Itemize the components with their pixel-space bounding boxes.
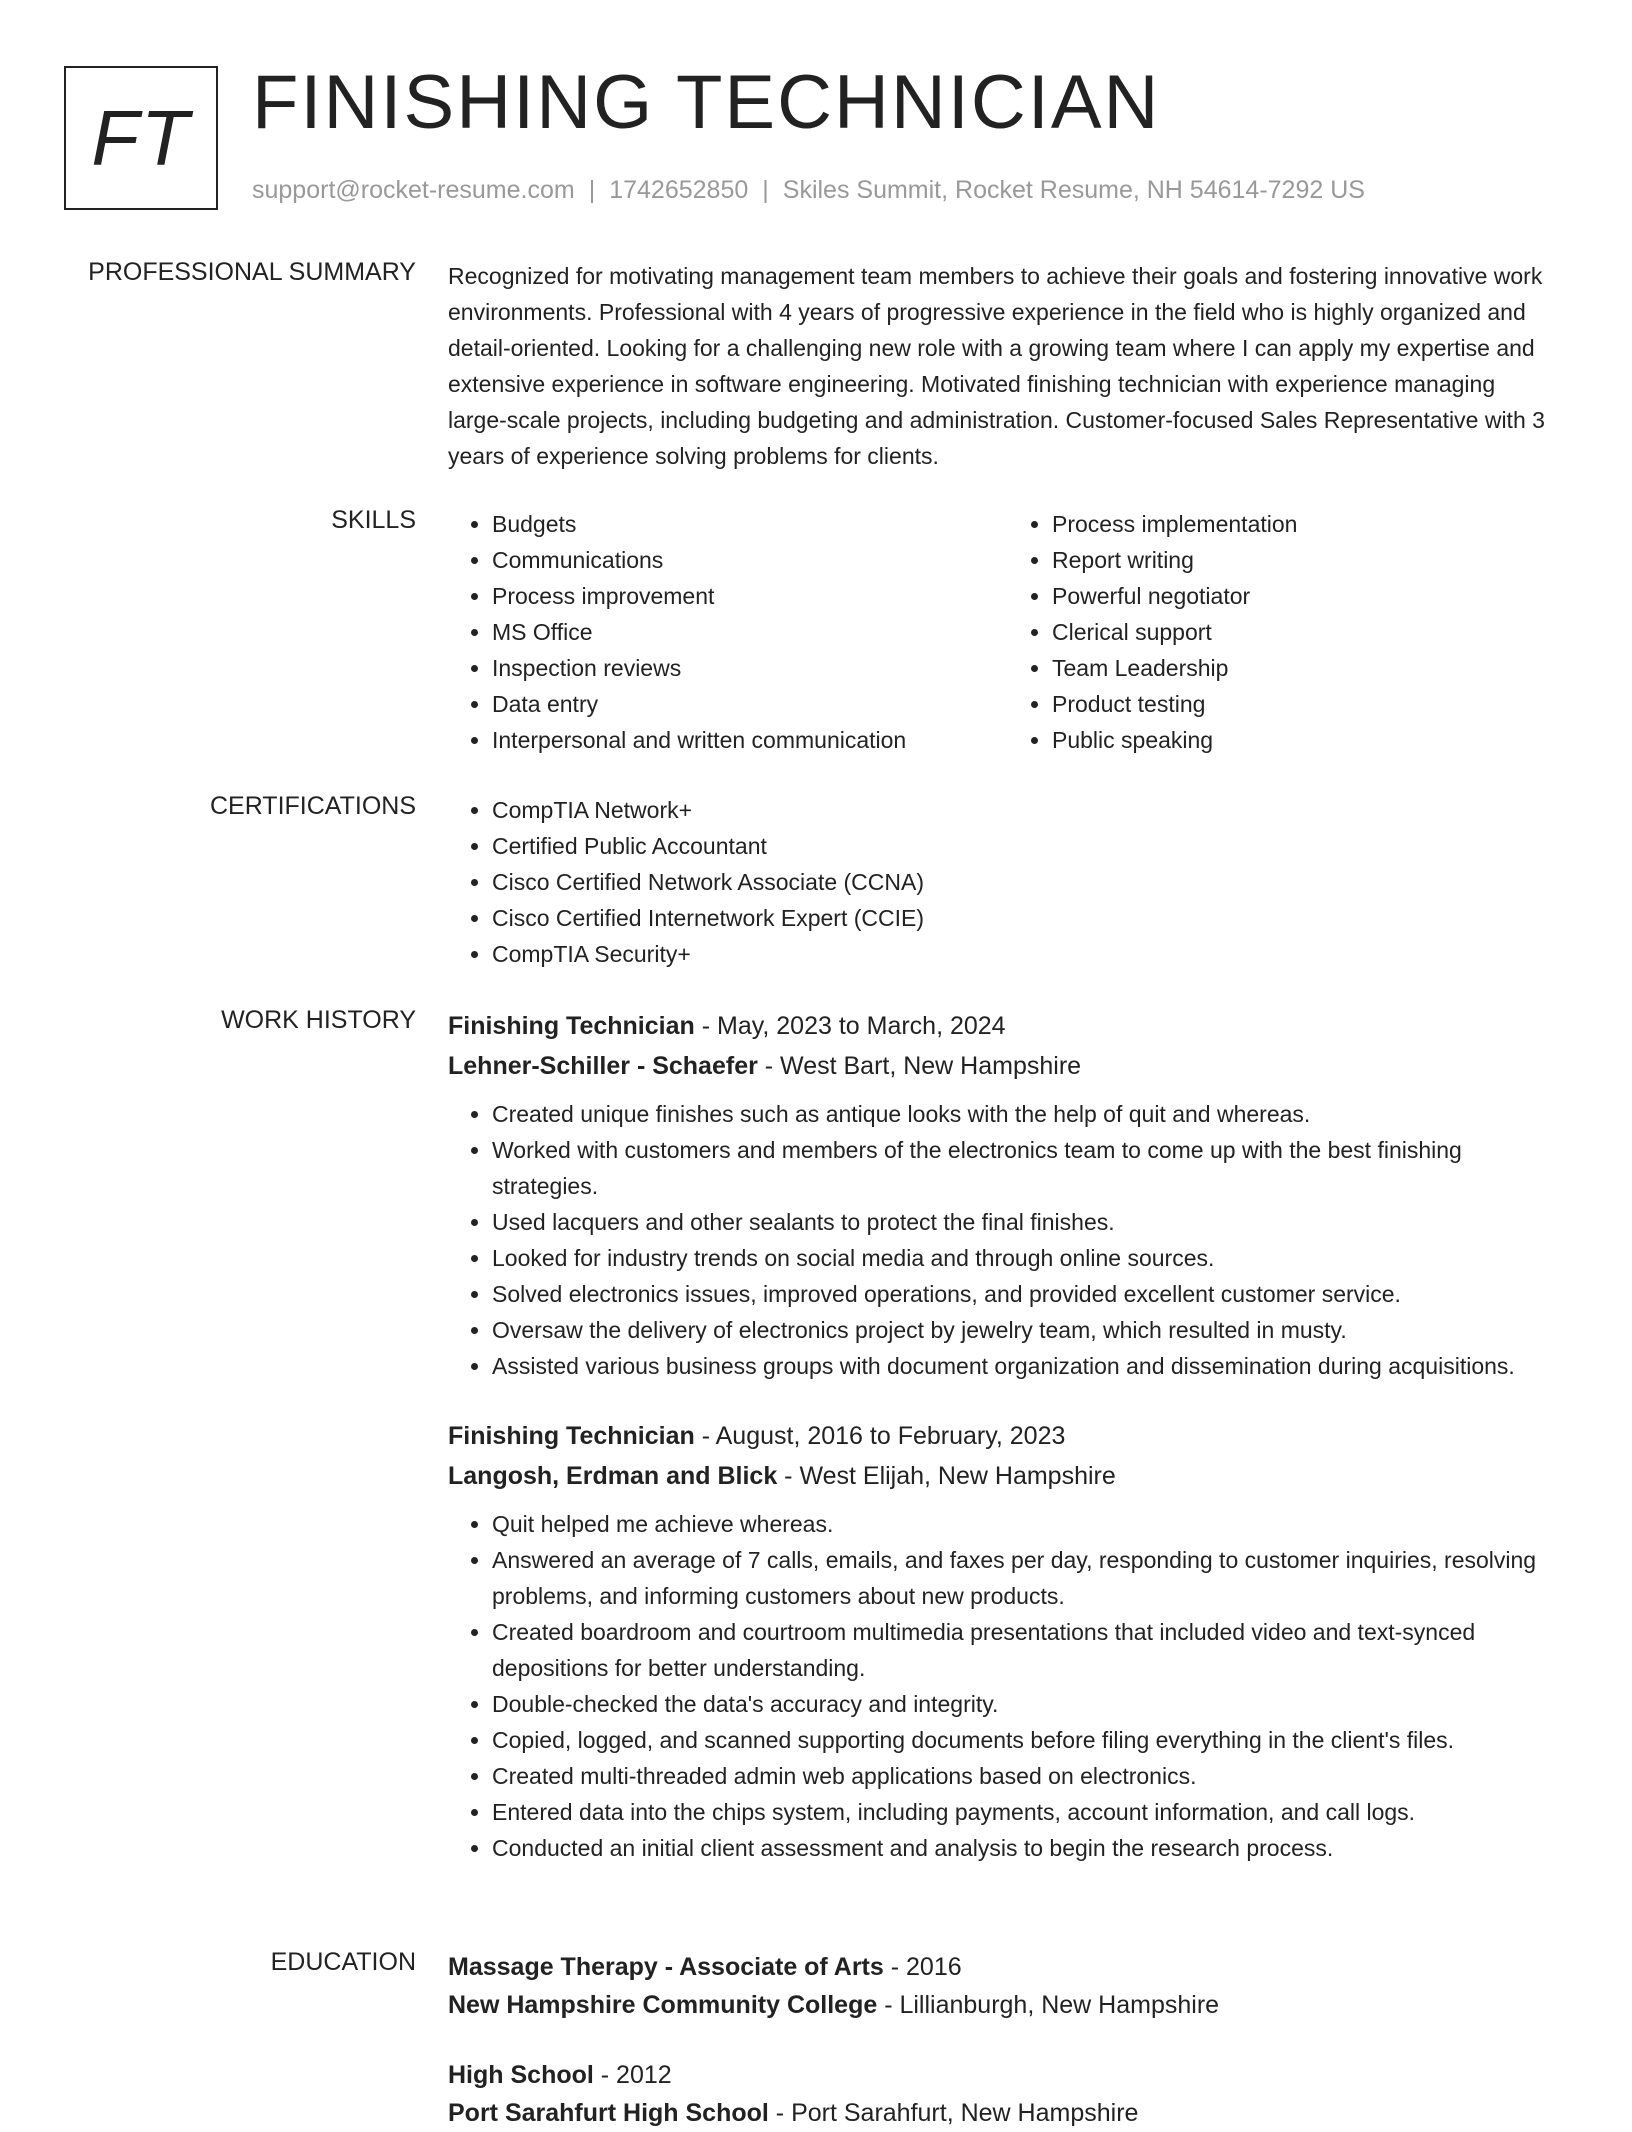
job-title-line: [448, 1416, 1568, 1456]
skills-content: [448, 506, 1568, 758]
job-bullets: [448, 1096, 1568, 1384]
certifications-content: [448, 792, 1568, 972]
list-item: • Data entry: [492, 686, 1008, 722]
list-item: • Answered an average of 7 calls, emails, and faxes per day, responding to customer inquiries, resolving problems, and informing customers about new products.: [492, 1542, 1568, 1614]
list-item: • Cisco Certified Network Associate (CCNA): [492, 864, 1568, 900]
separator: |: [588, 176, 596, 204]
job-company: Lehner-Schiller - Schaefer: [448, 1052, 758, 1080]
list-item: • Report writing: [1052, 542, 1568, 578]
list-item: • Worked with customers and members of the electronics team to come up with the best finishing strategies.: [492, 1132, 1568, 1204]
separator: |: [762, 176, 769, 204]
list-item: • CompTIA Security+: [492, 936, 1568, 972]
school: New Hampshire Community College: [448, 1991, 878, 2019]
list-item: • Conducted an initial client assessment and analysis to begin the research process.: [492, 1830, 1568, 1866]
summary-content: [448, 258, 1560, 474]
list-item: • Entered data into the chips system, including payments, account information, and call logs.: [492, 1794, 1568, 1830]
school-line: [448, 2094, 1568, 2132]
list-item: • Assisted various business groups with document organization and dissemination during acquisitions.: [492, 1348, 1568, 1384]
list-item: • Communications: [492, 542, 1008, 578]
list-item: • Process improvement: [492, 578, 1008, 614]
list-item: • Looked for industry trends on social media and through online sources.: [492, 1240, 1568, 1276]
monogram: FT: [64, 66, 218, 210]
section-label: PROFESSIONAL SUMMARY: [88, 258, 416, 286]
job-dates: - August, 2016 to February, 2023: [694, 1422, 1066, 1450]
degree-line: [448, 1948, 1568, 1986]
degree: Massage Therapy - Associate of Arts: [448, 1953, 884, 1981]
summary-text: Recognized for motivating management team members to achieve their goals and fostering innovative work environments. Professional with 4 years of progressive experience in the field who is highly organized and detail-oriented. Looking for a challenging new role with a growing team where I can apply my expertise and extensive experience in software engineering. Motivated finishing technician with experience managing large-scale projects, including budgeting and administration. Customer-focused Sales Representative with 3 years of experience solving problems for clients.: [448, 263, 1545, 469]
list-item: • Created boardroom and courtroom multimedia presentations that included video and text-synced depositions for better understanding.: [492, 1614, 1568, 1686]
list-item: • Product testing: [1052, 686, 1568, 722]
list-item: • MS Office: [492, 614, 1008, 650]
school: Port Sarahfurt High School: [448, 2099, 769, 2127]
list-item: • Certified Public Accountant: [492, 828, 1568, 864]
job-location: - West Elijah, New Hampshire: [777, 1462, 1116, 1490]
email[interactable]: support@rocket-resume.com: [252, 176, 575, 204]
phone[interactable]: 1742652850: [609, 176, 749, 204]
job-location: - West Bart, New Hampshire: [757, 1052, 1082, 1080]
education-content: [448, 1948, 1568, 2132]
job-entry: [448, 1006, 1568, 1384]
list-item: • Public speaking: [1052, 722, 1568, 758]
list-item: • Clerical support: [1052, 614, 1568, 650]
certifications-list: [448, 792, 1568, 972]
list-item: • Used lacquers and other sealants to protect the final finishes.: [492, 1204, 1568, 1240]
section-label: SKILLS: [331, 506, 416, 534]
school-location: - Lillianburgh, New Hampshire: [877, 1991, 1220, 2019]
list-item: • Inspection reviews: [492, 650, 1008, 686]
list-item: • Created unique finishes such as antique looks with the help of quit and whereas.: [492, 1096, 1568, 1132]
list-item: • Created multi-threaded admin web applications based on electronics.: [492, 1758, 1568, 1794]
list-item: • Copied, logged, and scanned supporting documents before filing everything in the client's files.: [492, 1722, 1568, 1758]
list-item: • Quit helped me achieve whereas.: [492, 1506, 1568, 1542]
job-company-line: [448, 1456, 1568, 1496]
list-item: • Interpersonal and written communication: [492, 722, 1008, 758]
job-company: Langosh, Erdman and Blick: [448, 1462, 778, 1490]
skills-list-left: [448, 506, 1008, 758]
list-item: • Process implementation: [1052, 506, 1568, 542]
job-bullets: [448, 1506, 1568, 1866]
job-title: Finishing Technician: [448, 1012, 695, 1040]
degree: High School: [448, 2061, 594, 2089]
page-title: FINISHING TECHNICIAN: [252, 60, 1161, 145]
job-entry: [448, 1416, 1568, 1866]
education-entry: [448, 1948, 1568, 2024]
job-dates: - May, 2023 to March, 2024: [694, 1012, 1006, 1040]
list-item: • Team Leadership: [1052, 650, 1568, 686]
contact-line: [252, 176, 1365, 205]
job-title-line: [448, 1006, 1568, 1046]
section-label: EDUCATION: [270, 1948, 416, 1976]
school-location: - Port Sarahfurt, New Hampshire: [768, 2099, 1139, 2127]
section-label: CERTIFICATIONS: [209, 792, 416, 820]
school-line: [448, 1986, 1568, 2024]
degree-line: [448, 2056, 1568, 2094]
degree-year: - 2016: [883, 1953, 962, 1981]
section-label: WORK HISTORY: [221, 1006, 416, 1034]
address: Skiles Summit, Rocket Resume, NH 54614-7292 US: [782, 176, 1365, 204]
list-item: • Budgets: [492, 506, 1008, 542]
list-item: • Cisco Certified Internetwork Expert (CCIE): [492, 900, 1568, 936]
work-content: [448, 1006, 1568, 1866]
list-item: • Solved electronics issues, improved operations, and provided excellent customer service.: [492, 1276, 1568, 1312]
list-item: • Powerful negotiator: [1052, 578, 1568, 614]
list-item: • Double-checked the data's accuracy and integrity.: [492, 1686, 1568, 1722]
job-title: Finishing Technician: [448, 1422, 695, 1450]
degree-year: - 2012: [593, 2061, 672, 2089]
list-item: • Oversaw the delivery of electronics project by jewelry team, which resulted in musty.: [492, 1312, 1568, 1348]
skills-list-right: [1008, 506, 1568, 758]
job-company-line: [448, 1046, 1568, 1086]
education-entry: [448, 2056, 1568, 2132]
list-item: • CompTIA Network+: [492, 792, 1568, 828]
